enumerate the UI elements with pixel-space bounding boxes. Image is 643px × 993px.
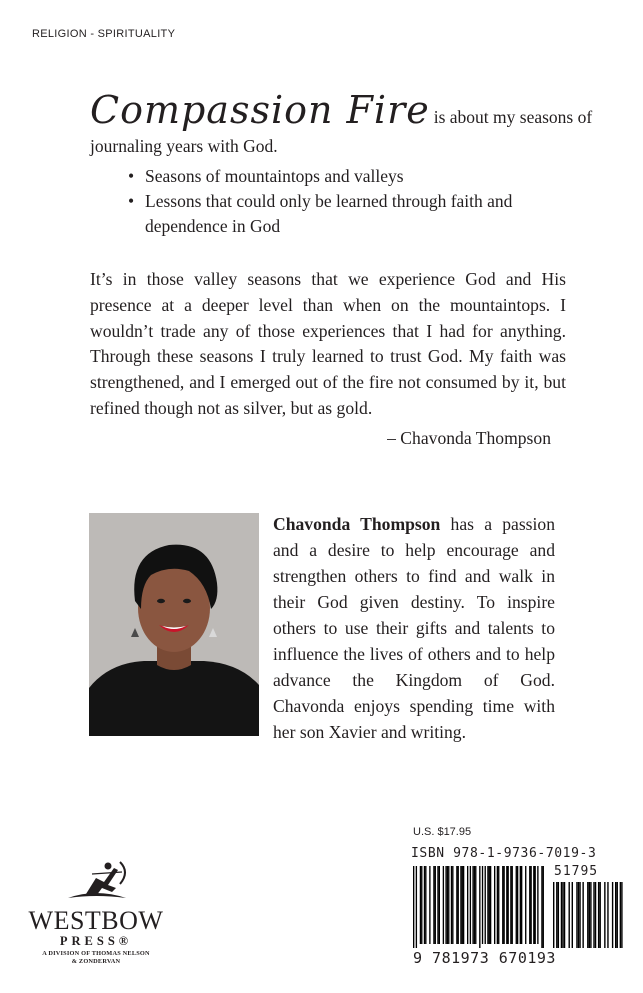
book-title-script: Compassion Fire [90, 88, 430, 132]
quote-text: It’s in those valley seasons that we experience God and His presence at a deeper level than when on the mountaintops. I wouldn’t trade any of those experiences that I had for anything. Through these seasons I truly learned to trust God. My faith was strengthened, and I emerged out of the fire not consumed by it, but refined though not as silver, but as gold. [90, 269, 566, 418]
bullet-item: • Seasons of mountaintops and valleys [128, 164, 560, 189]
barcode-ean-digits: 9 781973 670193 [413, 949, 556, 967]
author-bio [273, 511, 555, 745]
barcode-bars [411, 846, 627, 950]
barcode-addon-digits: 51795 [554, 864, 599, 879]
publisher-logo [26, 858, 166, 968]
bullet-item: • Lessons that could only be learned through faith and dependence in God [128, 189, 560, 239]
intro-line1 [90, 84, 593, 136]
author-quote [90, 267, 566, 422]
intro-section [90, 84, 593, 239]
publisher-name: WESTBOW [28, 906, 164, 935]
intro-text: is about my seasons of [433, 107, 593, 127]
author-name: Chavonda Thompson [273, 514, 441, 534]
publisher-press: PRESS® [59, 934, 133, 948]
category-label: RELIGION - SPIRITUALITY [32, 28, 176, 40]
price-label: U.S. $17.95 [413, 826, 472, 838]
publisher-division-line: & ZONDERVAN [71, 958, 121, 965]
author-photo [89, 513, 259, 736]
intro-text-continued: journaling years with God. [90, 136, 278, 156]
isbn-barcode [411, 846, 627, 970]
publisher-division [26, 950, 166, 966]
isbn-text: ISBN 978-1-9736-7019-3 [411, 846, 597, 861]
quote-attribution: – Chavonda Thompson [387, 428, 551, 448]
bullet-list [90, 164, 560, 239]
bio-text: has a passion and a desire to help encourage and strengthen others to find and walk in their God given destiny. To inspire others to use their gifts and talents to influence the lives of others and to help advance the Kingdom of God. Chavonda enjoys spending time with her son Xavier and writing. [273, 514, 555, 742]
archer-figure-icon [26, 858, 166, 908]
publisher-division-line: A DIVISION OF THOMAS NELSON [42, 950, 150, 957]
author-portrait-image [89, 513, 259, 736]
